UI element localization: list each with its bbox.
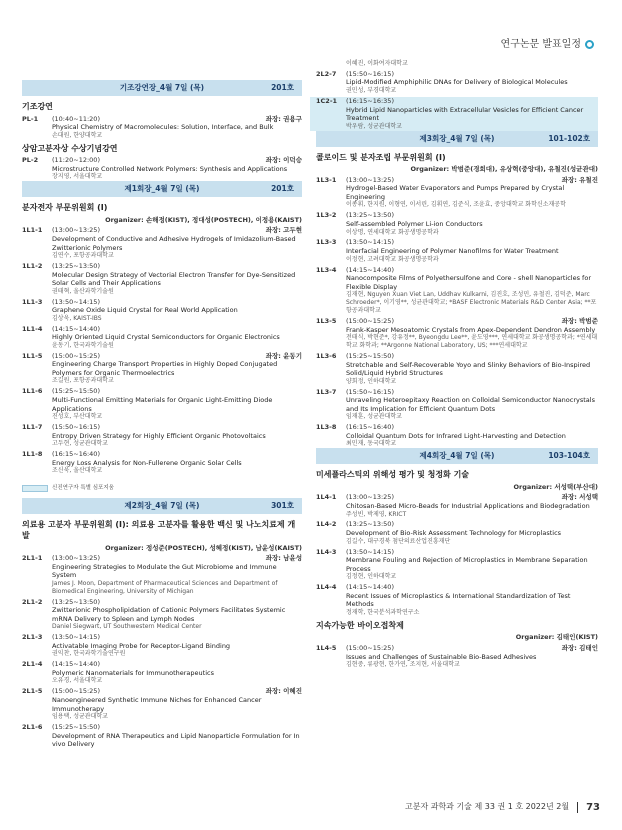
session-header-bar <box>22 181 302 197</box>
talk-authors: 김정현, 인하대학교 <box>346 573 397 581</box>
talk-body <box>52 387 302 421</box>
talk-body <box>346 317 598 350</box>
talk-title: Issues and Challenges of Sustainable Bio-Based Adhesives <box>346 652 537 661</box>
talk-title: Nanoengineered Synthetic Immune Niches for Enhanced Cancer Immunotherapy <box>52 695 262 713</box>
right-column <box>316 58 598 669</box>
session-title: 제1회장_4월 7일 (목) <box>124 184 200 194</box>
talk-body <box>346 238 598 263</box>
talk-header <box>52 554 302 563</box>
talk-code: 2L1-2 <box>22 597 43 606</box>
talk-title: Hybrid Lipid Nanoparticles with Extracellular Vesicles for Efficient Cancer Treatment <box>346 105 584 123</box>
talk-header <box>346 644 598 653</box>
talk-title: Microstructure Controlled Network Polymers: Synthesis and Applications <box>52 164 288 173</box>
symposium-title: 콜로이드 및 분자조립 부문위원회 (I) <box>316 152 446 162</box>
talk-header <box>52 325 302 334</box>
talk-title: Stretchable and Self-Recoverable Yoyo and Slinky Behaviors of Bio-Inspired Solid/Liquid Hybrid Structures <box>346 360 591 378</box>
talk-title: Membrane Fouling and Rejection of Microplastics in Membrane Separation Process <box>346 556 588 573</box>
talk-header <box>52 598 302 607</box>
talk-entry <box>316 388 598 422</box>
symposium-title: 기조강연 <box>22 102 53 111</box>
symposium-title: 미세플라스틱의 위해성 평가 및 청정화 기술 <box>316 470 470 480</box>
talk-authors: 이혜진, 이화여자대학교 <box>346 60 408 67</box>
session-room: 301호 <box>271 501 294 511</box>
talk-title: Graphene Oxide Liquid Crystal for Real World Application <box>52 306 238 315</box>
talk-authors: 김길수, 대구경북 첨단의료산업진흥재단 <box>346 537 451 545</box>
talk-title: Unraveling Heteroepitaxy Reaction on Colloidal Semiconductor Nanocrystals and Its Implication for Efficient Quantum Dots <box>346 396 595 413</box>
talk-time: (13:50~14:15) <box>346 238 394 247</box>
session-title: 제2회장_4월 7일 (목) <box>124 501 200 511</box>
talk-authors: 이종휘, 한지원, 이형연, 이서린, 김휘연, 김준식, 조윤효, 중앙대학교 화학신소재공학 <box>346 201 566 209</box>
session-header-bar <box>22 498 302 514</box>
talk-time: (14:15~14:40) <box>52 660 100 669</box>
talk-header <box>346 520 598 529</box>
talk-time: (16:15~16:40) <box>52 450 100 459</box>
talk-chair: 좌장: 김태인 <box>561 643 598 652</box>
talk-header <box>52 156 302 165</box>
legend-text: 신진연구자 특별 심포지움 <box>52 485 114 492</box>
talk-body <box>346 97 598 131</box>
talk-authors: 전태식, 박현준*, 강유정**, Byeongdu Lee**, 윤도영***, 연세대학교 화공생명공학과; *연세대학교 화학과; **Argonne National Laboratory, US; ***연세대학교 <box>346 334 598 350</box>
organizer-line: Organizer: 박범준(경희대), 유상혁(중앙대), 유철진(성균관대) <box>410 165 598 174</box>
talk-code: 1L1-5 <box>22 351 43 360</box>
talk-header <box>346 423 598 432</box>
talk-header <box>52 633 302 642</box>
talk-header <box>346 176 598 185</box>
talk-body <box>346 70 598 95</box>
talk-body <box>52 262 302 296</box>
talk-header <box>52 687 302 696</box>
talk-entry <box>316 423 598 448</box>
organizer-line: Organizer: 정성준(POSTECH), 성혜정(KIST), 남윤성(KAIST) <box>105 543 302 552</box>
talk-time: (13:00~13:25) <box>346 493 394 502</box>
talk-entry <box>22 423 302 448</box>
talk-header <box>52 352 302 361</box>
talk-time: (13:00~13:25) <box>52 226 100 235</box>
talk-entry <box>22 723 302 749</box>
talk-authors: 임재훈, 성균관대학교 <box>346 413 402 421</box>
talk-body <box>346 176 598 210</box>
talk-code: 1L3-2 <box>316 211 337 220</box>
talk-chair: 좌장: 남윤성 <box>265 554 302 563</box>
talk-entry <box>22 598 302 632</box>
talk-authors: 김재현, Nguyen Xuan Viet Lan, Uddhav Kulkarni, 김진호, 조성민, 유철진, 김덕준, Marc Schroeder*, 이기영**, 성균관대학교; *BASF Electronic Materials R&D Center Asia; **포항공과대학교 <box>346 291 597 315</box>
talk-code: 2L1-6 <box>22 723 43 732</box>
talk-time: (13:25~13:50) <box>346 520 394 529</box>
talk-entry <box>22 115 302 140</box>
talk-code: 1L4-5 <box>316 643 337 652</box>
talk-code: 1L3-8 <box>316 423 337 432</box>
legend-swatch <box>22 485 48 492</box>
talk-header <box>52 423 302 432</box>
talk-entry <box>22 633 302 658</box>
talk-header <box>346 266 598 275</box>
session-title: 제4회장_4월 7일 (목) <box>419 451 495 461</box>
talk-header <box>346 583 598 592</box>
talk-authors: 권익찬, 한국과학기술연구원 <box>52 650 126 658</box>
talk-header <box>346 548 598 557</box>
talk-body <box>52 226 302 260</box>
talk-code: 1L1-2 <box>22 261 43 270</box>
talk-entry <box>316 238 598 263</box>
talk-header <box>346 70 598 79</box>
left-column <box>22 80 302 749</box>
talk-time: (11:20~12:00) <box>52 156 100 165</box>
talk-authors: 임용택, 성균관대학교 <box>52 713 108 721</box>
talk-body <box>346 211 598 236</box>
talk-time: (13:00~13:25) <box>52 554 100 563</box>
organizer-line: Organizer: 서성택(부산대) <box>513 482 598 491</box>
talk-entry <box>316 583 598 617</box>
page-number: 73 <box>586 801 600 813</box>
talk-body <box>52 660 302 685</box>
talk-code: 1L4-2 <box>316 520 337 529</box>
talk-entry <box>22 660 302 685</box>
talk-body <box>52 554 302 596</box>
talk-authors: 고두현, 성균관대학교 <box>52 440 108 448</box>
talk-header <box>52 262 302 271</box>
talk-authors: 오유경, 서울대학교 <box>52 677 103 685</box>
symposium-title: 의료용 고분자 부문위원회 (I): 의료용 고분자를 활용한 백신 및 나노치료제 개발 <box>22 520 296 540</box>
talk-code: 2L1-5 <box>22 687 43 696</box>
talk-body <box>52 687 302 721</box>
talk-body <box>52 115 302 140</box>
talk-title: Engineering Charge Transport Properties in Highly Doped Conjugated Polymers for Organic Thermoelectrics <box>52 360 278 377</box>
talk-title: Development of RNA Therapeutics and Lipid Nanoparticle Formulation for In vivo Delivery <box>52 731 300 749</box>
circle-icon <box>585 40 594 49</box>
talk-code: 1L1-1 <box>22 226 43 235</box>
talk-entry <box>316 176 598 210</box>
talk-time: (13:00~13:25) <box>346 175 394 184</box>
talk-entry <box>316 493 598 518</box>
talk-time: (15:00~15:25) <box>52 351 100 360</box>
talk-title: Chitosan-Based Micro-Beads for Industrial Applications and Biodegradation <box>346 501 590 510</box>
talk-authors: 주성빈, 박제영, KRICT <box>346 510 407 518</box>
talk-authors: Daniel Siegwart, UT Southwestern Medical Center <box>52 623 202 631</box>
talk-time: (13:50~14:15) <box>346 547 394 556</box>
talk-entry <box>316 60 598 68</box>
talk-time: (13:50~14:15) <box>52 297 100 306</box>
talk-chair: 좌장: 윤동기 <box>265 351 302 360</box>
talk-code: 2L1-1 <box>22 554 43 563</box>
talk-title: Self-assembled Polymer Li-ion Conductors <box>346 219 483 228</box>
talk-body <box>52 723 302 749</box>
talk-chair: 좌장: 이덕승 <box>265 156 302 165</box>
talk-authors: 최민재, 동국대학교 <box>346 440 397 448</box>
talk-title: Hydrogel-Based Water Evaporators and Pumps Prepared by Crystal Engineering <box>346 184 565 201</box>
talk-chair: 좌장: 서성택 <box>561 493 598 502</box>
talk-code: 1L3-5 <box>316 316 337 325</box>
talk-code: 1L3-1 <box>316 175 337 184</box>
talk-header <box>346 317 598 326</box>
talk-entry <box>22 387 302 421</box>
talk-entry <box>22 226 302 260</box>
talk-authors: 윤동기, 한국과학기술원 <box>52 341 114 349</box>
talk-title: Development of Bio-Risk Assessment Technology for Microplastics <box>346 529 562 538</box>
talk-time: (13:25~13:50) <box>52 597 100 606</box>
talk-body <box>52 423 302 448</box>
session-room: 201호 <box>271 83 294 92</box>
talk-time: (15:25~15:50) <box>52 387 100 396</box>
talk-entry <box>316 644 598 669</box>
talk-time: (15:50~16:15) <box>52 423 100 432</box>
talk-header <box>52 387 302 396</box>
talk-code: 1L3-4 <box>316 265 337 274</box>
talk-body <box>346 388 598 422</box>
talk-authors: 권태혁, 울산과학기술원 <box>52 287 114 295</box>
page-footer <box>405 801 600 814</box>
session-room: 103-104호 <box>548 451 590 461</box>
talk-body <box>346 352 598 386</box>
talk-title: Molecular Design Strategy of Vectorial Electron Transfer for Dye-Sensitized Solar Cells and Their Applications <box>52 270 296 288</box>
talk-entry <box>316 352 598 386</box>
session-title: 제3회장_4월 7일 (목) <box>419 133 495 143</box>
talk-title: Highly Oriented Liquid Crystal Semiconductors for Organic Electronics <box>52 333 280 342</box>
talk-body <box>346 493 598 518</box>
session-room: 101-102호 <box>548 133 590 143</box>
talk-time: (13:25~13:50) <box>346 211 394 220</box>
symposium-title: 상암고분자상 수상기념강연 <box>22 143 118 153</box>
talk-title: Nanocomposite Films of Polyethersulfone and Core - shell Nanoparticles for Flexible Display <box>346 274 591 291</box>
talk-title: Engineering Strategies to Modulate the Gut Microbiome and Immune System <box>52 562 277 580</box>
talk-title: Polymeric Nanomaterials for Immunotherapeutics <box>52 668 214 677</box>
talk-body <box>346 423 598 448</box>
talk-code: 1L3-3 <box>316 238 337 247</box>
talk-code: 1L3-7 <box>316 387 337 396</box>
talk-entry <box>316 520 598 545</box>
talk-header <box>52 450 302 459</box>
talk-authors: James J. Moon, Department of Pharmaceutical Sciences and Department of Biomedical Engineering, University of Michigan <box>52 579 278 595</box>
talk-code: 2L2-7 <box>316 69 337 78</box>
talk-body <box>52 598 302 632</box>
talk-entry <box>22 298 302 323</box>
talk-entry <box>316 548 598 582</box>
talk-title: Entropy Driven Strategy for Highly Efficient Organic Photovoltaics <box>52 431 266 440</box>
talk-title: Colloidal Quantum Dots for Infrared Light-Harvesting and Detection <box>346 431 566 440</box>
talk-time: (14:15~14:40) <box>346 265 394 274</box>
talk-body <box>52 156 302 181</box>
organizer-line: Organizer: 손해정(KIST), 정대성(POSTECH), 이정용(KAIST) <box>105 215 302 224</box>
talk-header <box>346 352 598 361</box>
talk-authors: 손대원, 한양대학교 <box>52 131 103 139</box>
talk-code: 2L1-4 <box>22 660 43 669</box>
talk-authors: 김연수, 포항공과대학교 <box>52 252 114 260</box>
symposium-title: 지속가능한 바이오접착제 <box>316 620 404 630</box>
talk-title: Frank-Kasper Mesoatomic Crystals from Apex-Dependent Dendron Assembly <box>346 325 596 334</box>
talk-body <box>52 450 302 475</box>
talk-entry <box>22 450 302 475</box>
journal-info: 고분자 과학과 기술 제 33 권 1 호 2022년 2월 <box>405 802 570 812</box>
talk-header <box>52 226 302 235</box>
talk-chair: 좌장: 고두현 <box>265 226 302 235</box>
talk-code: 1L1-6 <box>22 387 43 396</box>
section-label-text: 연구논문 발표일정 <box>500 39 581 50</box>
talk-code: PL-1 <box>22 114 39 123</box>
talk-authors: 김상욱, KAIST-IBS <box>52 314 102 322</box>
talk-time: (16:15~16:35) <box>346 96 394 105</box>
talk-title: Development of Conductive and Adhesive Hydrogels of Imidazolium-Based Zwitterionic Polymers <box>52 234 296 252</box>
talk-authors: 이상명, 연세대학교 화공생명공학과 <box>346 228 439 236</box>
talk-entry <box>22 687 302 721</box>
talk-code: 1L4-3 <box>316 547 337 556</box>
talk-body <box>346 548 598 582</box>
talk-code: 1L1-3 <box>22 297 43 306</box>
talk-authors: 장지영, 서울대학교 <box>52 173 103 181</box>
talk-entry <box>22 325 302 350</box>
talk-chair: 좌장: 박범준 <box>561 316 598 325</box>
talk-header <box>52 298 302 307</box>
symposium-title: 분자전자 부문위원회 (I) <box>22 203 108 213</box>
talk-entry <box>316 266 598 315</box>
talk-header <box>52 115 302 124</box>
talk-title: Activatable Imaging Probe for Receptor-Ligand Binding <box>52 641 231 650</box>
talk-entry <box>22 156 302 181</box>
legend <box>22 485 302 492</box>
talk-code: 1L1-4 <box>22 324 43 333</box>
talk-title: Energy Loss Analysis for Non-Fullerene Organic Solar Cells <box>52 458 242 467</box>
talk-authors: 박우람, 성균관대학교 <box>346 122 402 130</box>
talk-header <box>346 211 598 220</box>
talk-header <box>52 660 302 669</box>
talk-code: 1L1-7 <box>22 423 43 432</box>
talk-header <box>346 493 598 502</box>
talk-time: (15:00~15:25) <box>346 316 394 325</box>
talk-title: Recent Issues of Microplastics & International Standardization of Test Methods <box>346 591 571 609</box>
talk-body <box>346 583 598 617</box>
talk-time: (16:15~16:40) <box>346 423 394 432</box>
footer-divider <box>577 802 578 813</box>
talk-time: (15:50~16:15) <box>346 387 394 396</box>
talk-chair: 좌장: 권용구 <box>265 114 302 123</box>
session-title: 기조강연장_4월 7일 (목) <box>119 83 205 93</box>
talk-body <box>52 298 302 323</box>
session-room: 201호 <box>271 184 294 194</box>
talk-entry <box>316 317 598 350</box>
talk-header <box>346 97 598 106</box>
talk-authors: 조길원, 포항공과대학교 <box>52 377 114 385</box>
talk-title: Multi-Functional Emitting Materials for Organic Light-Emitting Diode Applications <box>52 395 273 413</box>
talk-entry <box>22 554 302 596</box>
talk-entry <box>22 352 302 386</box>
talk-authors: 진성호, 부산대학교 <box>52 413 103 421</box>
session-header-bar <box>22 80 302 96</box>
talk-authors: 이정현, 고려대학교 화공생명공학과 <box>346 255 439 263</box>
talk-time: (15:25~15:50) <box>52 723 100 732</box>
talk-entry <box>22 262 302 296</box>
talk-body <box>52 352 302 386</box>
talk-time: (15:50~16:15) <box>346 69 394 78</box>
talk-body <box>346 266 598 315</box>
talk-time: (14:15~14:40) <box>52 324 100 333</box>
talk-body <box>52 633 302 658</box>
talk-authors: 양회정, 인하대학교 <box>346 377 397 385</box>
talk-time: (13:25~13:50) <box>52 261 100 270</box>
talk-authors: 정재학, 한국분석과학연구소 <box>346 608 420 616</box>
talk-code: 1C2-1 <box>316 96 338 105</box>
talk-header <box>346 388 598 397</box>
talk-body <box>346 644 598 669</box>
session-header-bar <box>316 131 598 147</box>
talk-entry <box>316 211 598 236</box>
talk-title: Lipid-Modified Amphiphilic DNAs for Delivery of Biological Molecules <box>346 78 568 87</box>
talk-code: 1L3-6 <box>316 351 337 360</box>
talk-code: PL-2 <box>22 156 39 165</box>
talk-entry <box>316 70 598 95</box>
organizer-line: Organizer: 김태인(KIST) <box>515 633 598 642</box>
talk-authors: 조신욱, 울산대학교 <box>52 467 103 475</box>
talk-authors: 권민성, 부경대학교 <box>346 87 397 95</box>
talk-time: (15:00~15:25) <box>346 643 394 652</box>
talk-entry <box>310 97 598 131</box>
talk-chair: 좌장: 이혜진 <box>265 687 302 696</box>
session-header-bar <box>316 448 598 464</box>
talk-code: 1L4-1 <box>316 493 337 502</box>
talk-time: (10:40~11:20) <box>52 114 100 123</box>
talk-time: (15:25~15:50) <box>346 351 394 360</box>
talk-code: 1L4-4 <box>316 583 337 592</box>
talk-code: 2L1-3 <box>22 633 43 642</box>
talk-title: Zwitterionic Phospholipidation of Cationic Polymers Facilitates Systemic mRNA Delivery to Spleen and Lymph Nodes <box>52 606 286 623</box>
talk-time: (14:15~14:40) <box>346 583 394 592</box>
talk-authors: 김현중, 류광현, 한가연, 조지현, 서울대학교 <box>346 661 460 669</box>
talk-code: 1L1-8 <box>22 450 43 459</box>
page-section-label <box>501 38 594 51</box>
talk-time: (15:00~15:25) <box>52 687 100 696</box>
talk-body <box>52 325 302 350</box>
talk-body <box>346 60 598 68</box>
talk-body <box>346 520 598 545</box>
talk-header <box>52 723 302 732</box>
talk-header <box>346 238 598 247</box>
talk-chair: 좌장: 유철진 <box>561 175 598 184</box>
talk-time: (13:50~14:15) <box>52 633 100 642</box>
talk-title: Interfacial Engineering of Polymer Nanofilms for Water Treatment <box>346 247 559 256</box>
talk-code <box>316 60 346 68</box>
talk-title: Physical Chemistry of Macromolecules: Solution, Interface, and Bulk <box>52 123 274 132</box>
